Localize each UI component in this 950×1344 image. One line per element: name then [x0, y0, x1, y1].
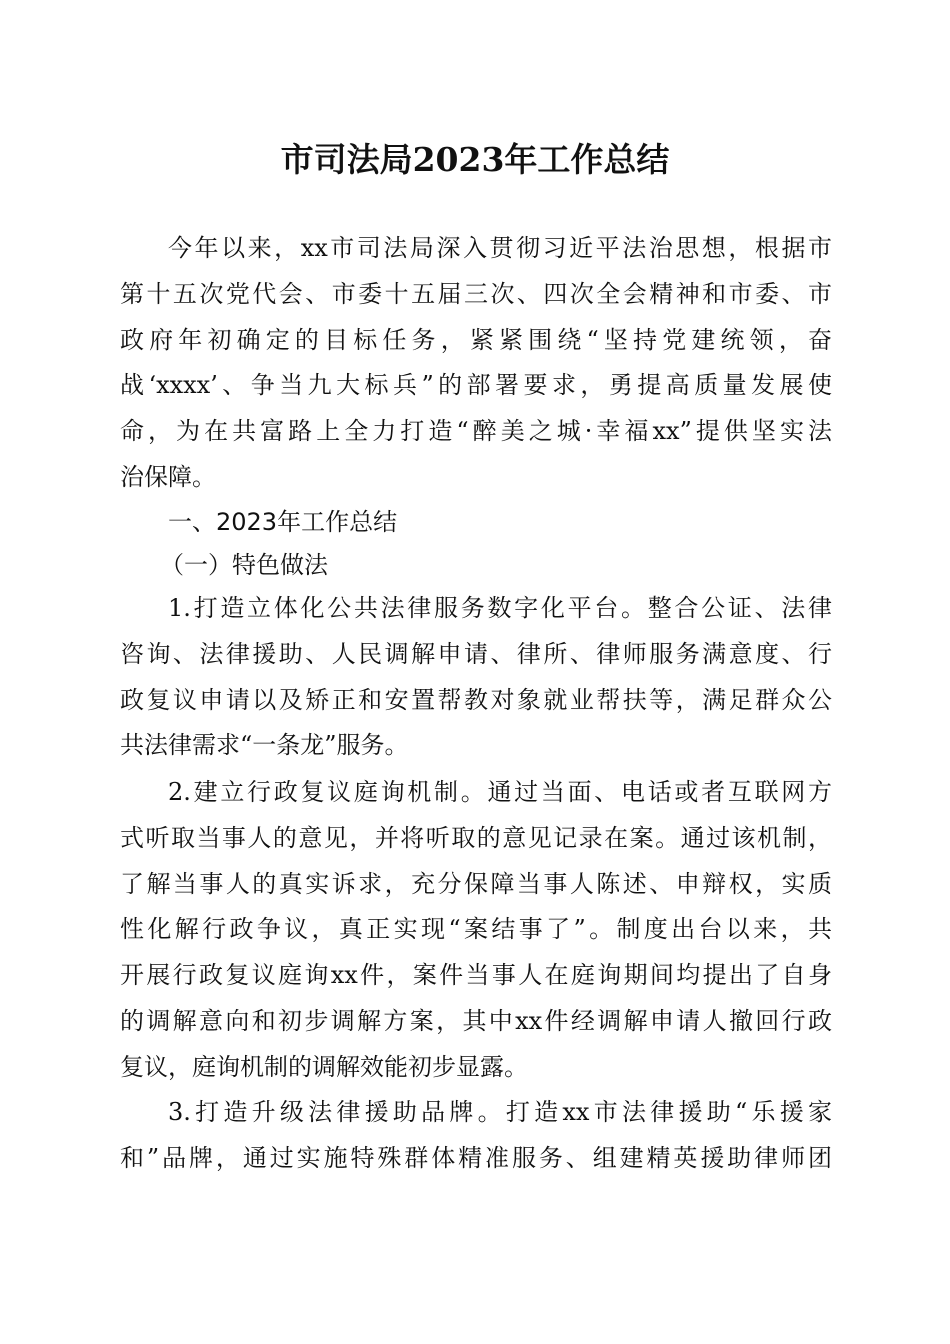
section-heading: 一、2023年工作总结: [168, 508, 398, 536]
document-title: 市司法局2023年工作总结: [280, 140, 670, 179]
paragraph-line: 的调解意向和初步调解方案，其中xx件经调解申请人撤回行政: [120, 1006, 832, 1035]
paragraph-line: 开展行政复议庭询xx件，案件当事人在庭询期间均提出了自身: [120, 961, 832, 990]
paragraph-line: 和”品牌，通过实施特殊群体精准服务、组建精英援助律师团: [120, 1143, 832, 1172]
intro-paragraph: [120, 226, 832, 501]
paragraph-line: 政府年初确定的目标任务，紧紧围绕“坚持党建统领，奋: [120, 325, 832, 354]
paragraph-line: 治保障。: [120, 462, 216, 491]
paragraph-line: 共法律需求“一条龙”服务。: [120, 731, 409, 760]
subsection-heading: （一）特色做法: [160, 551, 328, 579]
paragraph-line: 式听取当事人的意见，并将听取的意见记录在案。通过该机制，: [120, 823, 832, 852]
paragraph-line: 复议，庭询机制的调解效能初步显露。: [120, 1052, 528, 1081]
item-3-paragraph: [120, 1090, 832, 1182]
item-2-paragraph: [120, 770, 832, 1091]
paragraph-line: 咨询、法律援助、人民调解申请、律所、律师服务满意度、行: [120, 639, 832, 668]
item-1-paragraph: [120, 586, 832, 769]
paragraph-line: 3.打造升级法律援助品牌。打造xx市法律援助“乐援家: [168, 1098, 832, 1126]
paragraph-line: 第十五次党代会、市委十五届三次、四次全会精神和市委、市: [120, 279, 832, 308]
paragraph-line: 了解当事人的真实诉求，充分保障当事人陈述、申辩权，实质: [120, 869, 832, 898]
paragraph-line: 性化解行政争议，真正实现“案结事了”。制度出台以来，共: [120, 915, 832, 944]
paragraph-line: 战‘xxxx’、争当九大标兵”的部署要求，勇提高质量发展使: [120, 371, 832, 400]
paragraph-line: 1.打造立体化公共法律服务数字化平台。整合公证、法律: [168, 594, 832, 622]
paragraph-line: 政复议申请以及矫正和安置帮教对象就业帮扶等，满足群众公: [120, 685, 832, 714]
paragraph-line: 今年以来，xx市司法局深入贯彻习近平法治思想，根据市: [168, 234, 832, 262]
paragraph-line: 命，为在共富路上全力打造“醉美之城·幸福xx”提供坚实法: [120, 417, 832, 446]
paragraph-line: 2.建立行政复议庭询机制。通过当面、电话或者互联网方: [168, 778, 832, 806]
